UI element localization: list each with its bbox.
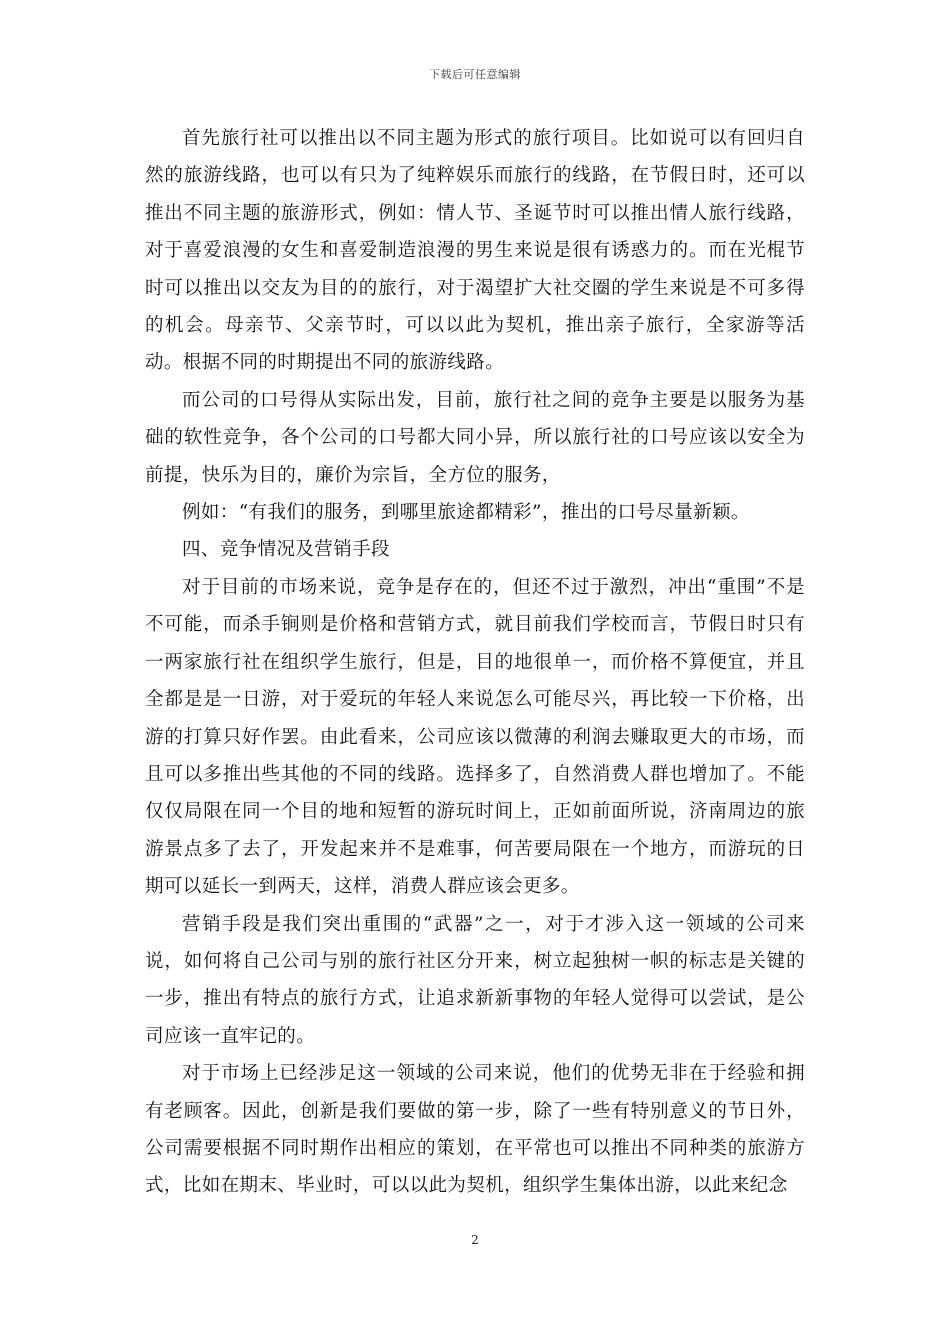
paragraph-company-slogan: 而公司的口号得从实际出发，目前，旅行社之间的竞争主要是以服务为基础的软性竞争，各个公司的口号都大同小异，所以旅行社的口号应该以安全为前提，快乐为目的，廉价为宗旨，全方位的服务，	[145, 389, 805, 486]
document-body	[145, 120, 805, 1205]
paragraph-marketing-weapon: 营销手段是我们突出重围的“武器”之一，对于才涉入这一领域的公司来说，如何将自己公司与别的旅行社区分开来，树立起独树一帜的标志是关键的一步，推出有特点的旅行方式，让追求新新事物的年轻人觉得可以尝试，是公司应该一直牢记的。	[145, 913, 805, 1047]
paragraph-market-competition: 对于目前的市场来说，竞争是存在的，但还不过于激烈，冲出“重围”不是不可能，而杀手锏则是价格和营销方式，就目前我们学校而言，节假日时只有一两家旅行社在组织学生旅行，但是，目的地很单一，而价格不算便宜，并且全都是是一日游，对于爱玩的年轻人来说怎么可能尽兴，再比较一下价格，出游的打算只好作罢。由此看来，公司应该以微薄的利润去赚取更大的市场，而且可以多推出些其他的不同的线路。选择多了，自然消费人群也增加了。不能仅仅局限在同一个目的地和短暂的游玩时间上，正如前面所说，济南周边的旅游景点多了去了，开发起来并不是难事，何苦要局限在一个地方，而游玩的日期可以延长一到两天，这样，消费人群应该会更多。	[145, 576, 805, 898]
paragraph-theme-travel: 首先旅行社可以推出以不同主题为形式的旅行项目。比如说可以有回归自然的旅游线路，也可以有只为了纯粹娱乐而旅行的线路，在节假日时，还可以推出不同主题的旅游形式，例如：情人节、圣诞节时可以推出情人旅行线路，对于喜爱浪漫的女生和喜爱制造浪漫的男生来说是很有诱惑力的。而在光棍节时可以推出以交友为目的的旅行，对于渴望扩大社交圈的学生来说是不可多得的机会。母亲节、父亲节时，可以以此为契机，推出亲子旅行，全家游等活动。根据不同的时期提出不同的旅游线路。	[145, 128, 805, 374]
section-heading-competition: 四、竞争情况及营销手段	[182, 539, 390, 561]
paragraph-innovation: 对于市场上已经涉足这一领域的公司来说，他们的优势无非在于经验和拥有老顾客。因此，创新是我们要做的第一步，除了一些有特别意义的节日外，公司需要根据不同时期作出相应的策划，在平常也可以推出不同种类的旅游方式，比如在期末、毕业时，可以以此为契机，组织学生集体出游，以此来纪念	[145, 1063, 805, 1197]
page-number: 2	[471, 1233, 479, 1247]
paragraph-slogan-example: 例如：“有我们的服务，到哪里旅途都精彩”，推出的口号尽量新颖。	[182, 502, 750, 524]
page-header: 下载后可任意编辑	[429, 68, 521, 81]
